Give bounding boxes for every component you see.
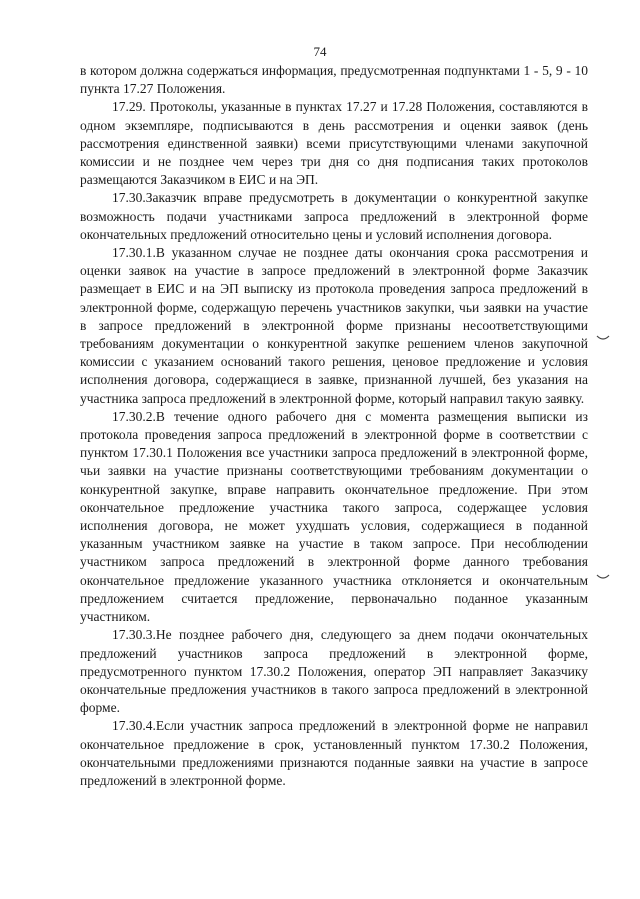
document-body	[80, 62, 588, 790]
paragraph-17-29: 17.29. Протоколы, указанные в пунктах 17.27 и 17.28 Положения, составляются в одном экземпляре, подписываются в день рассмотрения и оценки заявок (день рассмотрения единственной заявки) всеми присутствующими членами закупочной комиссии и не позднее чем через три дня со дня подписания таких протоколов размещаются Заказчиком в ЕИС и на ЭП.	[80, 99, 588, 188]
paragraph-17-30-2: 17.30.2.В течение одного рабочего дня с момента размещения выписки из протокола проведения запроса предложений в электронной форме в соответствии с пунктом 17.30.1 Положения все участники запроса предложений в электронной форме, чьи заявки на участие признаны соответствующими требованиям документации о конкурентной закупке, вправе направить окончательное предложение. При этом окончательное предложение участника такого запроса, содержащее условия исполнения договора, не может ухудшать условия, содержащиеся в поданной указанным участником заявке на участие в таком запросе. При несоблюдении участником запроса предложений в электронной форме данного требования окончательное предложение указанного участника отклоняется и окончательным предложением считается предложение, первоначально поданное указанным участником.	[80, 408, 588, 625]
paragraph-17-30-4: 17.30.4.Если участник запроса предложений в электронной форме не направил окончательное предложение в срок, установленный пунктом 17.30.2 Положения, окончательными предложениями признаются поданные заявки на участие в запросе предложений в электронной форме.	[80, 718, 588, 788]
paragraph-17-30: 17.30.Заказчик вправе предусмотреть в документации о конкурентной закупке возможность подачи участниками запроса предложений в электронной форме окончательных предложений относительно цены и условий исполнения договора.	[80, 190, 588, 242]
paragraph-17-30-3: 17.30.3.Не позднее рабочего дня, следующего за днем подачи окончательных предложений участников запроса предложений в электронной форме, предусмотренного пунктом 17.30.2 Положения, оператор ЭП направляет Заказчику окончательные предложения участников в такого запроса предложений в электронной форме.	[80, 627, 588, 716]
margin-curve-mark	[596, 573, 610, 581]
paragraph-17-30-1: 17.30.1.В указанном случае не позднее даты окончания срока рассмотрения и оценки заявок на участие в запросе предложений в электронной форме Заказчик размещает в ЕИС и на ЭП выписку из протокола проведения запроса предложений в электронной форме, содержащую перечень участников закупки, чьи заявки на участие в запросе предложений в электронной форме признаны несоответствующими требованиям документации о конкурентной закупке решением членов закупочной комиссии с указанием оснований такого решения, ценовое предложение и условия исполнения договора, содержащиеся в заявке, признанной лучшей, без указания на участника запроса предложений в электронной форме, который направил такую заявку.	[80, 245, 588, 406]
page-number: 74	[313, 44, 327, 59]
margin-curve-mark	[596, 334, 610, 342]
paragraph-continuation: в котором должна содержаться информация, предусмотренная подпунктами 1 - 5, 9 - 10 пункта 17.27 Положения.	[80, 63, 588, 97]
